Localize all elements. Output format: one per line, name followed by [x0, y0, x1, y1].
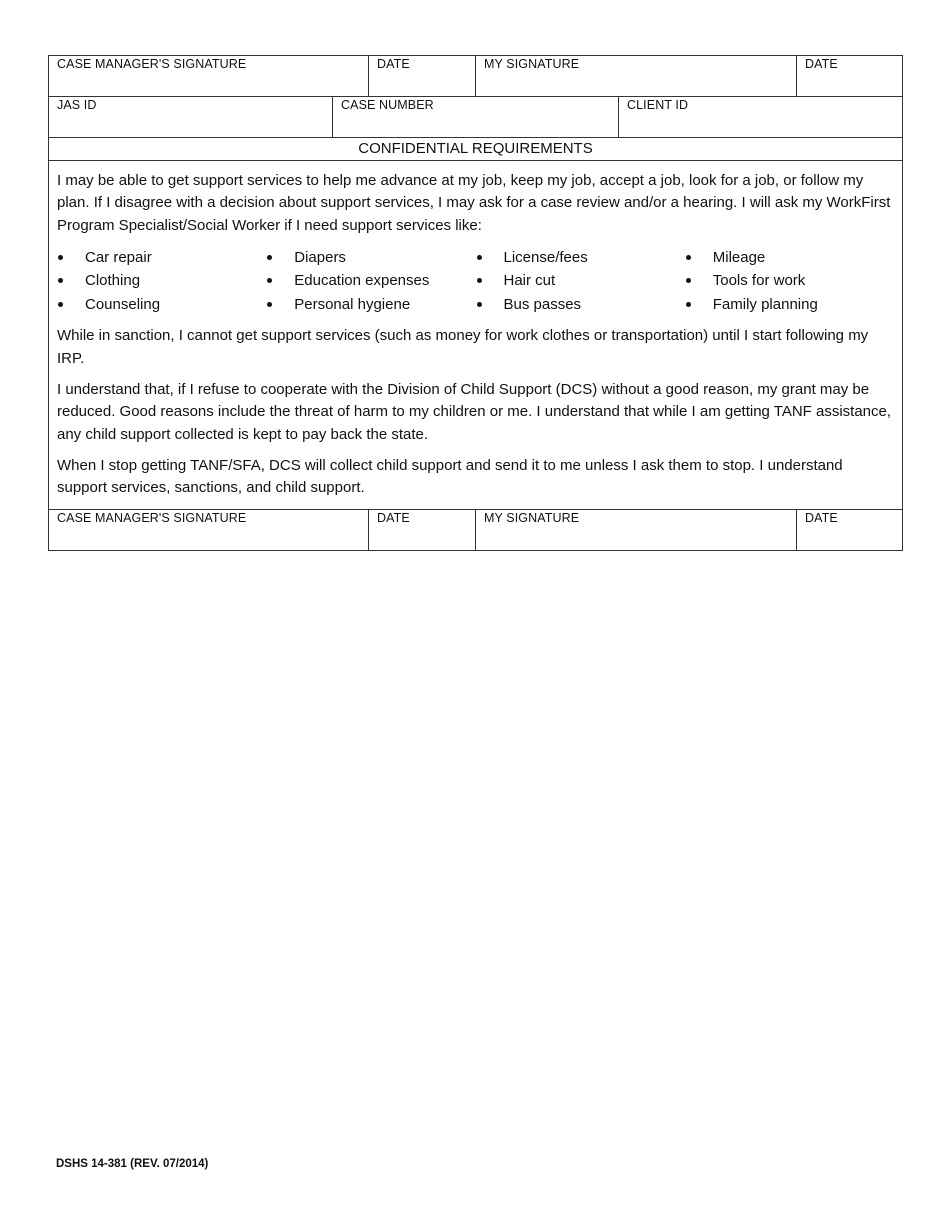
support-services-list	[57, 246, 894, 317]
case-manager-signature-label: CASE MANAGER'S SIGNATURE	[57, 57, 247, 71]
bullet-icon	[477, 255, 482, 260]
bullet-icon	[477, 278, 482, 283]
section-title-row	[49, 138, 902, 161]
bullet-icon	[267, 302, 272, 307]
body-row	[49, 161, 902, 510]
list-item: Family planning	[685, 293, 894, 317]
client-id-field[interactable]	[619, 97, 902, 137]
tanf-paragraph: When I stop getting TANF/SFA, DCS will collect child support and send it to me unless I ask them to stop. I understand support services, sanctions, and child support.	[57, 456, 843, 497]
bullet-icon	[58, 278, 63, 283]
list-item: License/fees	[476, 246, 685, 270]
requirements-body	[49, 161, 902, 509]
confidential-requirements-form	[48, 55, 903, 551]
dcs-paragraph: I understand that, if I refuse to cooperate with the Division of Child Support (DCS) without a good reason, my grant may be reduced. Good reasons include the threat of harm to my children or me. I understand that while I am getting TANF assistance, any child support collected is kept to pay back the state.	[57, 380, 892, 443]
case-manager-signature-field[interactable]	[49, 510, 369, 550]
list-item: Personal hygiene	[266, 293, 475, 317]
jas-id-label: JAS ID	[57, 98, 97, 112]
id-row	[49, 97, 902, 138]
support-services-column	[685, 246, 894, 317]
bullet-icon	[267, 278, 272, 283]
intro-paragraph: I may be able to get support services to help me advance at my job, keep my job, accept a job, look for a job, or follow my plan. If I disagree with a decision about support services, I may ask for a case review and/or a hearing. I will ask my WorkFirst Program Specialist/Social Worker if I need support services like:	[57, 172, 891, 234]
sanction-paragraph: While in sanction, I cannot get support services (such as money for work clothes or transportation) until I start following my IRP.	[57, 327, 869, 367]
my-signature-label: MY SIGNATURE	[484, 511, 580, 526]
list-item: Education expenses	[266, 269, 475, 293]
bullet-icon	[58, 302, 63, 307]
my-signature-date-field[interactable]	[797, 510, 902, 550]
bullet-icon	[686, 302, 691, 307]
list-item: Mileage	[685, 246, 894, 270]
section-title: CONFIDENTIAL REQUIREMENTS	[358, 140, 593, 157]
my-signature-field[interactable]	[476, 56, 797, 96]
my-signature-field[interactable]	[476, 510, 797, 550]
support-services-column	[476, 246, 685, 317]
bullet-icon	[267, 255, 272, 260]
bullet-icon	[686, 278, 691, 283]
bullet-icon	[58, 255, 63, 260]
bottom-signature-row	[49, 510, 902, 550]
case-manager-signature-label: CASE MANAGER'S SIGNATURE	[57, 511, 247, 526]
case-number-label: CASE NUMBER	[341, 98, 434, 112]
jas-id-field[interactable]	[49, 97, 333, 137]
case-manager-date-field[interactable]	[369, 56, 476, 96]
date-label: DATE	[377, 511, 410, 526]
list-item: Counseling	[57, 293, 266, 317]
list-item: Diapers	[266, 246, 475, 270]
date-label: DATE	[805, 57, 838, 71]
case-manager-signature-field[interactable]	[49, 56, 369, 96]
bullet-icon	[686, 255, 691, 260]
form-number: DSHS 14-381 (REV. 07/2014)	[56, 1158, 209, 1170]
list-item: Tools for work	[685, 269, 894, 293]
date-label: DATE	[377, 57, 410, 71]
list-item: Clothing	[57, 269, 266, 293]
my-signature-date-field[interactable]	[797, 56, 902, 96]
support-services-column	[266, 246, 475, 317]
client-id-label: CLIENT ID	[627, 98, 689, 112]
bullet-icon	[477, 302, 482, 307]
date-label: DATE	[805, 511, 838, 526]
case-manager-date-field[interactable]	[369, 510, 476, 550]
list-item: Bus passes	[476, 293, 685, 317]
top-signature-row	[49, 56, 902, 97]
list-item: Hair cut	[476, 269, 685, 293]
my-signature-label: MY SIGNATURE	[484, 57, 580, 71]
support-services-column	[57, 246, 266, 317]
case-number-field[interactable]	[333, 97, 619, 137]
list-item: Car repair	[57, 246, 266, 270]
